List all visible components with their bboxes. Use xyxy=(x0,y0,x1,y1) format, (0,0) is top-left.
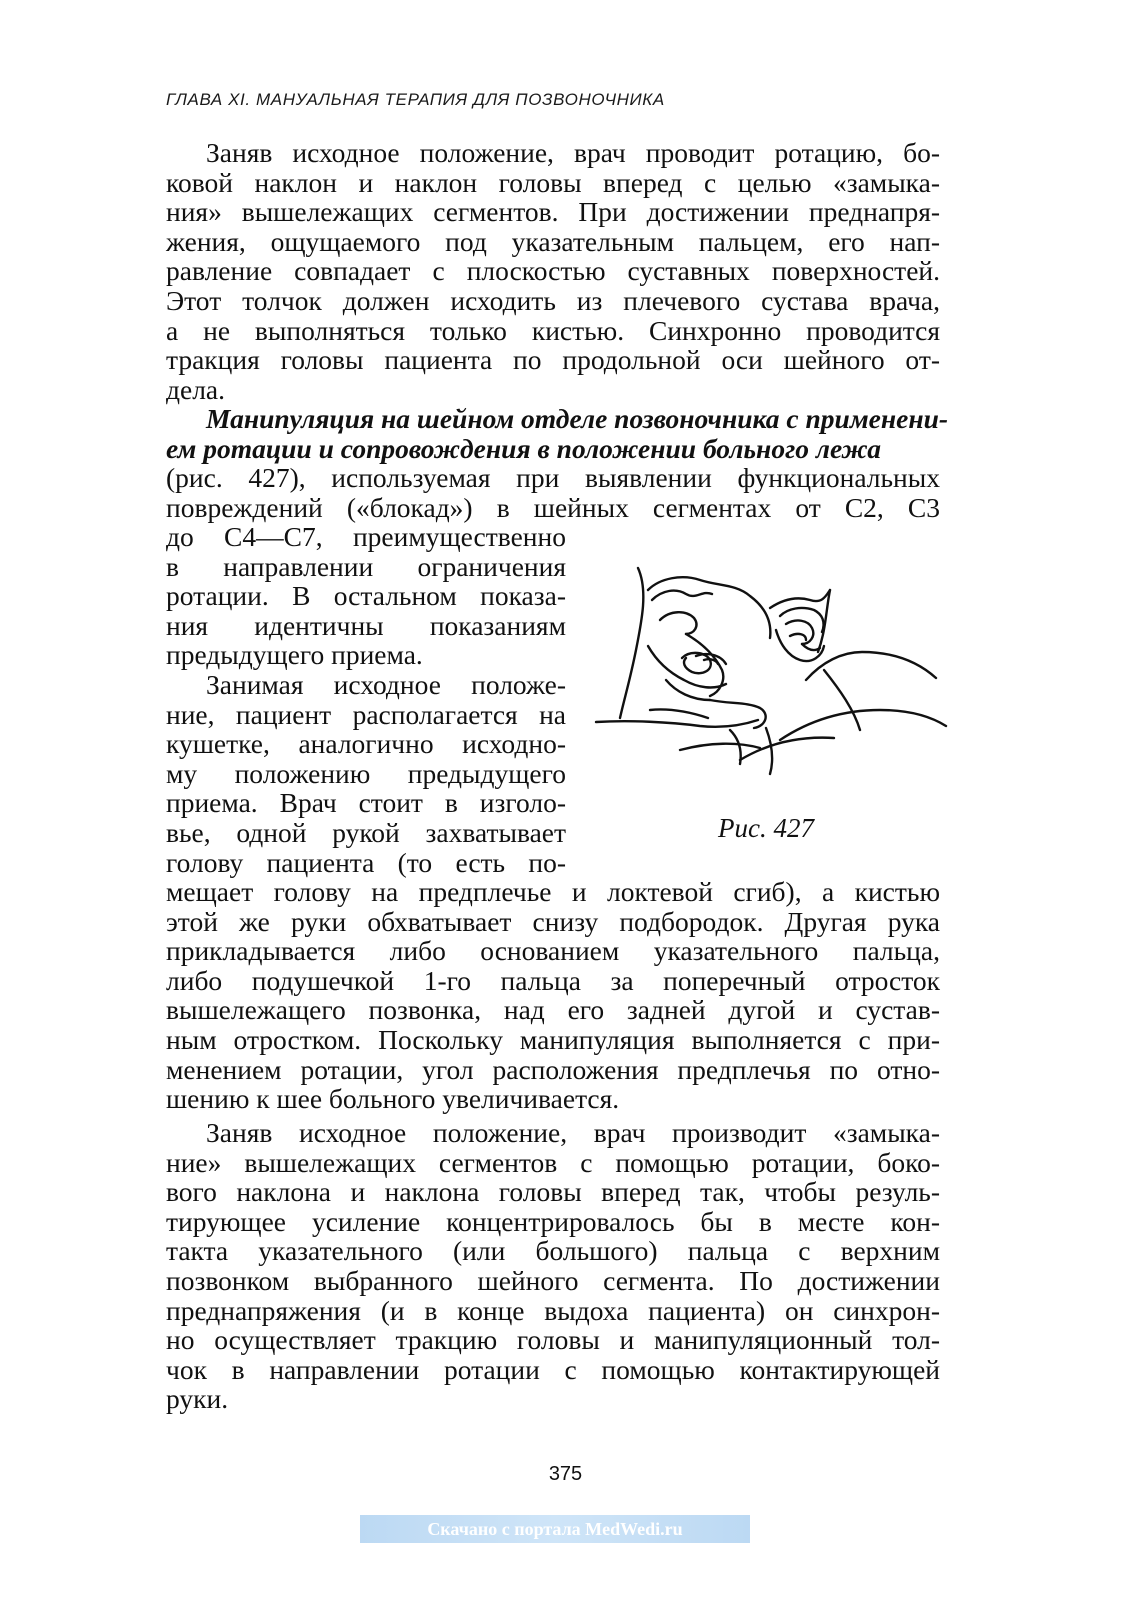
text-line: либо подушечкой 1-го пальца за поперечный отросток xyxy=(166,964,940,996)
text-line: ротации. В остальном показа- xyxy=(166,580,566,612)
text-line: ния» вышележащих сегментов. При достижении преднапря- xyxy=(166,196,940,228)
text-line: ние» вышележащих сегментов с помощью ротации, боко- xyxy=(166,1146,940,1178)
paragraph-1 xyxy=(166,138,940,404)
download-banner[interactable] xyxy=(360,1515,750,1543)
text-line: в направлении ограничения xyxy=(166,550,566,582)
text-line: приема. Врач стоит в изголо- xyxy=(166,787,566,819)
text-line: му положению предыдущего xyxy=(166,757,566,789)
text-line: этой же руки обхватывает снизу подбородок. Другая рука xyxy=(166,905,940,937)
text-line: кушетке, аналогично исходно- xyxy=(166,728,566,760)
text-line: Этот толчок должен исходить из плечевого сустава врача, xyxy=(166,284,940,316)
figure-caption: Рис. 427 xyxy=(718,813,814,843)
text-line: преднапряжения (и в конце выдоха пациента) он синхрон- xyxy=(166,1294,940,1326)
text-line: вого наклона и наклона головы вперед так, чтобы резуль- xyxy=(166,1176,940,1208)
text-line: а не выполняться только кистью. Синхронно проводится xyxy=(166,314,940,346)
paragraph-4 xyxy=(166,1118,940,1414)
page-number: 375 xyxy=(548,1463,583,1485)
section-heading-line: Манипуляция на шейном отделе позвоночника с применени- xyxy=(206,403,949,434)
text-line: шению к шее больного увеличивается. xyxy=(166,1083,620,1115)
figure-427-illustration xyxy=(590,560,950,790)
text-line: ния идентичны показаниям xyxy=(166,609,566,641)
text-line: позвонком выбранного шейного сегмента. По достижении xyxy=(166,1264,940,1296)
text-line: прикладывается либо основанием указательного пальца, xyxy=(166,935,940,967)
text-line: такта указательного (или большого) пальца с верхним xyxy=(166,1235,940,1267)
text-line: равление совпадает с плоскостью суставных поверхностей. xyxy=(166,255,940,287)
text-line: ным отростком. Поскольку манипуляция выполняется с при- xyxy=(166,1023,940,1055)
manipulation-drawing xyxy=(590,560,950,790)
text-line: повреждений («блокад») в шейных сегментах от С2, С3 xyxy=(166,491,940,523)
text-line: чок в направлении ротации с помощью контактирующей xyxy=(166,1353,940,1385)
text-line: но осуществляет тракцию головы и манипуляционный тол- xyxy=(166,1324,940,1356)
text-line: (рис. 427), используемая при выявлении функциональных xyxy=(166,462,940,494)
text-line: вье, одной рукой захватывает xyxy=(166,816,566,848)
text-line: Заняв исходное положение, врач производит «замыка- xyxy=(206,1117,940,1148)
text-line: дела. xyxy=(166,373,226,405)
text-line: ковой наклон и наклон головы вперед с целью «замыка- xyxy=(166,166,940,198)
text-line: ние, пациент располагается на xyxy=(166,698,566,730)
text-line: предыдущего приема. xyxy=(166,639,423,671)
paragraph-3 xyxy=(166,877,940,1114)
text-line: тирующее усиление концентрировалось бы в месте кон- xyxy=(166,1205,940,1237)
text-line: жения, ощущаемого под указательным пальцем, его нап- xyxy=(166,225,940,257)
paragraph-2 xyxy=(166,403,949,523)
text-line: менением ротации, угол расположения предплечья по отно- xyxy=(166,1053,940,1085)
text-line: вышележащего позвонка, над его задней дугой и сустав- xyxy=(166,994,940,1026)
section-heading-line: ем ротации и сопровождения в положении больного лежа xyxy=(166,432,882,464)
running-head: ГЛАВА XI. МАНУАЛЬНАЯ ТЕРАПИЯ ДЛЯ ПОЗВОНОЧНИКА xyxy=(166,90,665,109)
text-line: мещает голову на предплечье и локтевой сгиб), а кистью xyxy=(166,876,940,907)
download-banner-text: Скачано с портала MedWedi.ru xyxy=(427,1519,683,1539)
text-line: до С4—С7, преимущественно xyxy=(166,521,566,552)
paragraph-3-wrap xyxy=(166,670,566,877)
paragraph-2-wrap xyxy=(166,522,566,670)
text-line: Занимая исходное положе- xyxy=(206,669,566,700)
text-line: голову пациента (то есть по- xyxy=(166,846,566,878)
text-line: Заняв исходное положение, врач проводит ротацию, бо- xyxy=(206,137,940,168)
text-line: тракция головы пациента по продольной оси шейного от- xyxy=(166,344,940,376)
text-line: руки. xyxy=(166,1383,229,1415)
